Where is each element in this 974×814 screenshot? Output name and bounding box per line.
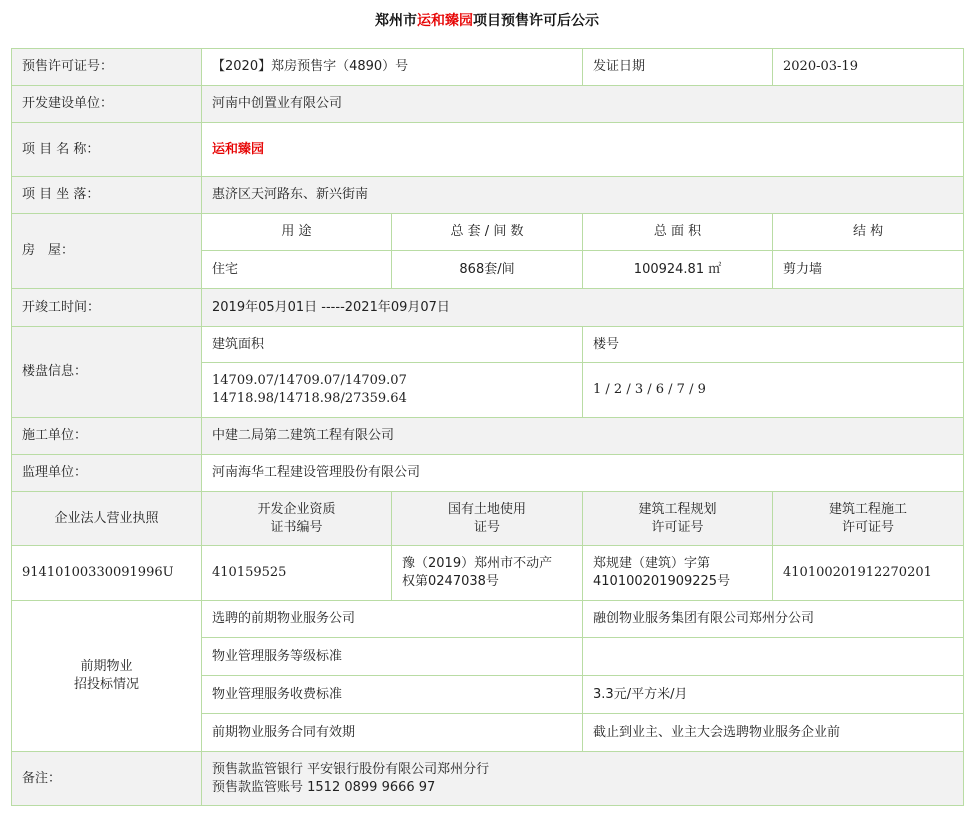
- property-key: 物业管理服务等级标准: [202, 638, 583, 676]
- row-housing-header: [12, 214, 964, 251]
- project-name-value: 运和臻园: [202, 123, 964, 177]
- property-key: 选聘的前期物业服务公司: [202, 601, 583, 638]
- remarks-bank: 预售款监管银行 平安银行股份有限公司郑州分行: [212, 761, 490, 777]
- row-contractor: [12, 418, 964, 455]
- remarks-label: 备注：: [12, 752, 202, 806]
- row-certificates-values: [12, 546, 964, 601]
- row-schedule: [12, 289, 964, 327]
- property-key: 前期物业服务合同有效期: [202, 714, 583, 752]
- housing-header-structure: 结 构: [773, 214, 964, 251]
- housing-header-area: 总 面 积: [583, 214, 773, 251]
- buildings-label: 楼盘信息：: [12, 327, 202, 418]
- issue-date: 2020-03-19: [773, 49, 964, 86]
- row-certificates-header: [12, 492, 964, 546]
- issue-date-label: 发证日期: [583, 49, 773, 86]
- buildings-area-values: [202, 363, 583, 418]
- schedule-label: 开竣工时间：: [12, 289, 202, 327]
- buildings-area-line1: 14709.07/14709.07/14709.07: [212, 373, 407, 388]
- buildings-area-header: 建筑面积: [202, 327, 583, 363]
- schedule-value: 2019年05月01日 -----2021年09月07日: [202, 289, 964, 327]
- supervisor-label: 监理单位：: [12, 455, 202, 492]
- developer-label: 开发建设单位：: [12, 86, 202, 123]
- location-value: 惠济区天河路东、新兴街南: [202, 177, 964, 214]
- buildings-area-line2: 14718.98/14718.98/27359.64: [212, 391, 407, 406]
- cert-header-land: 国有土地使用 证号: [392, 492, 583, 546]
- row-location: [12, 177, 964, 214]
- row-supervisor: [12, 455, 964, 492]
- housing-units: 868套/间: [392, 251, 583, 289]
- cert-header-planning: 建筑工程规划 许可证号: [583, 492, 773, 546]
- title-suffix: 项目预售许可后公示: [473, 13, 599, 29]
- property-label: 前期物业 招投标情况: [12, 601, 202, 752]
- presale-permit-table: [11, 48, 964, 806]
- buildings-numbers: 1 / 2 / 3 / 6 / 7 / 9: [583, 363, 964, 418]
- housing-header-units: 总 套 / 间 数: [392, 214, 583, 251]
- row-project-name: [12, 123, 964, 177]
- remarks-account: 预售款监管账号 1512 0899 9666 97: [212, 779, 436, 795]
- property-key: 物业管理服务收费标准: [202, 676, 583, 714]
- housing-use: 住宅: [202, 251, 392, 289]
- housing-structure: 剪力墙: [773, 251, 964, 289]
- property-value: [583, 638, 964, 676]
- row-buildings-header: [12, 327, 964, 363]
- title-project-name: 运和臻园: [417, 13, 473, 29]
- row-remarks: [12, 752, 964, 806]
- contractor-value: 中建二局第二建筑工程有限公司: [202, 418, 964, 455]
- row-permit: [12, 49, 964, 86]
- permit-number: 【2020】郑房预售字（4890）号: [202, 49, 583, 86]
- row-developer: [12, 86, 964, 123]
- housing-label: 房 屋：: [12, 214, 202, 289]
- housing-area: 100924.81 ㎡: [583, 251, 773, 289]
- remarks-value: [202, 752, 964, 806]
- cert-planning: 郑规建（建筑）字第 410100201909225号: [583, 546, 773, 601]
- cert-license: 91410100330091996U: [12, 546, 202, 601]
- property-value: 3.3元/平方米/月: [583, 676, 964, 714]
- project-name-label: 项 目 名 称：: [12, 123, 202, 177]
- page-title: [0, 10, 974, 30]
- cert-land: 豫（2019）郑州市不动产 权第0247038号: [392, 546, 583, 601]
- cert-header-license: 企业法人营业执照: [12, 492, 202, 546]
- supervisor-value: 河南海华工程建设管理股份有限公司: [202, 455, 964, 492]
- buildings-number-header: 楼号: [583, 327, 964, 363]
- property-value: 融创物业服务集团有限公司郑州分公司: [583, 601, 964, 638]
- location-label: 项 目 坐 落：: [12, 177, 202, 214]
- cert-construction: 410100201912270201: [773, 546, 964, 601]
- housing-header-use: 用 途: [202, 214, 392, 251]
- property-row: [12, 601, 964, 638]
- permit-label: 预售许可证号：: [12, 49, 202, 86]
- developer-value: 河南中创置业有限公司: [202, 86, 964, 123]
- cert-header-qualification: 开发企业资质 证书编号: [202, 492, 392, 546]
- contractor-label: 施工单位：: [12, 418, 202, 455]
- property-value: 截止到业主、业主大会选聘物业服务企业前: [583, 714, 964, 752]
- cert-qualification: 410159525: [202, 546, 392, 601]
- title-city: 郑州市: [375, 13, 417, 29]
- cert-header-construction: 建筑工程施工 许可证号: [773, 492, 964, 546]
